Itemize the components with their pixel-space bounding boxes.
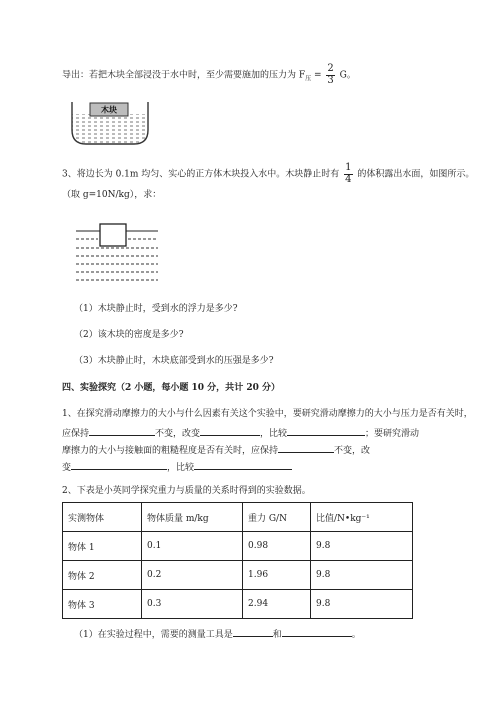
- data-table: [62, 502, 413, 619]
- table-cell: 0.3: [142, 590, 243, 619]
- e1-line-3: [62, 443, 370, 457]
- table-cell: 物体 1: [63, 532, 142, 561]
- e2-sub1-b: 和: [272, 630, 282, 640]
- table-cell: 0.2: [142, 561, 243, 590]
- table-cell: 9.8: [311, 561, 413, 590]
- table-cell: 9.8: [311, 532, 413, 561]
- table-row: [63, 561, 413, 590]
- derive-equals: =: [314, 70, 322, 81]
- table-row: [63, 590, 413, 619]
- e1-l2-b: 不变，改变: [155, 429, 201, 439]
- table-cell: 物体 2: [63, 561, 142, 590]
- table-header-row: [63, 503, 413, 532]
- e2-intro: 2、下表是小英同学探究重力与质量的关系时得到的实验数据。: [62, 486, 311, 496]
- force-subscript: 压: [305, 75, 312, 83]
- blank-2[interactable]: [200, 426, 260, 436]
- floating-cube: [100, 224, 126, 246]
- q3-item-1: （1）木块静止时，受到水的浮力是多少?: [74, 304, 238, 314]
- e1-l3-a: 摩擦力的大小与接触面的粗糙程度是否有关时，应保持: [62, 446, 279, 456]
- derive-unit: G。: [339, 70, 356, 81]
- blank-6[interactable]: [194, 460, 292, 470]
- derive-text: 导出：若把木块全部浸没于水中时，至少需要施加的压力为 F: [62, 70, 306, 81]
- e1-l2-c: ，比较: [260, 429, 288, 439]
- e1-l4-a: 变: [62, 463, 72, 473]
- e1-l2-a: 应保持: [62, 429, 90, 439]
- section-4-title: 四、实验探究（2 小题，每小题 10 分，共计 20 分）: [62, 383, 280, 393]
- table-header-cell: 比值/N•kg⁻¹: [311, 503, 413, 532]
- blank-5[interactable]: [71, 460, 167, 470]
- table-header-cell: 实测物体: [63, 503, 142, 532]
- e1-line-4: [62, 460, 292, 474]
- q3-text-b: 的体积露出水面，如图所示。: [357, 169, 475, 180]
- e1-line-2: [62, 426, 419, 440]
- table-header-cell: 物体质量 m/kg: [142, 503, 243, 532]
- blank-1[interactable]: [89, 426, 155, 436]
- e1-l2-d: ；要研究滑动: [365, 429, 420, 439]
- q3-text-a: 3、将边长为 0.1m 均匀、实心的正方体木块投入水中。木块静止时有: [62, 169, 340, 180]
- derive-line: [62, 64, 356, 86]
- table-cell: 0.1: [142, 532, 243, 561]
- blank-3[interactable]: [287, 426, 365, 436]
- table-header-cell: 重力 G/N: [243, 503, 311, 532]
- blank-8[interactable]: [282, 627, 352, 637]
- figure-block-in-water: [70, 100, 150, 146]
- blank-4[interactable]: [278, 443, 334, 453]
- figure-cube-floating: [74, 222, 160, 284]
- q3-frac-den: 4: [345, 173, 352, 185]
- q3-frac-num: 1: [345, 162, 352, 173]
- q3-fraction: [344, 163, 352, 185]
- q3-item-2: （2）该木块的密度是多少?: [74, 330, 184, 340]
- table-cell: 9.8: [311, 590, 413, 619]
- e1-line-1: 1、在探究滑动摩擦力的大小与什么因素有关这个实验中，要研究滑动摩擦力的大小与压力是否有关时，: [62, 409, 473, 419]
- derive-frac-den: 3: [327, 74, 334, 86]
- blank-7[interactable]: [233, 627, 273, 637]
- water-body: [72, 114, 148, 144]
- e1-l4-b: ，比较: [167, 463, 195, 473]
- table-cell: 1.96: [243, 561, 311, 590]
- derive-fraction: [326, 64, 334, 86]
- q3-line: [62, 163, 474, 185]
- table-row: [63, 532, 413, 561]
- q3-item-3: （3）木块静止时，木块底部受到水的压强是多少?: [74, 356, 274, 366]
- table-cell: 0.98: [243, 532, 311, 561]
- e2-sub1-c: 。: [351, 630, 361, 640]
- e1-l3-b: 不变，改: [334, 446, 371, 456]
- wood-block-label: 木块: [101, 105, 117, 115]
- table-cell: 2.94: [243, 590, 311, 619]
- e2-sub1-a: （1）在实验过程中，需要的测量工具是: [74, 630, 233, 640]
- derive-frac-num: 2: [327, 63, 334, 74]
- e2-sub-1: [74, 627, 361, 641]
- table-cell: 物体 3: [63, 590, 142, 619]
- q3-given: （取 g=10N/kg），求：: [62, 190, 162, 200]
